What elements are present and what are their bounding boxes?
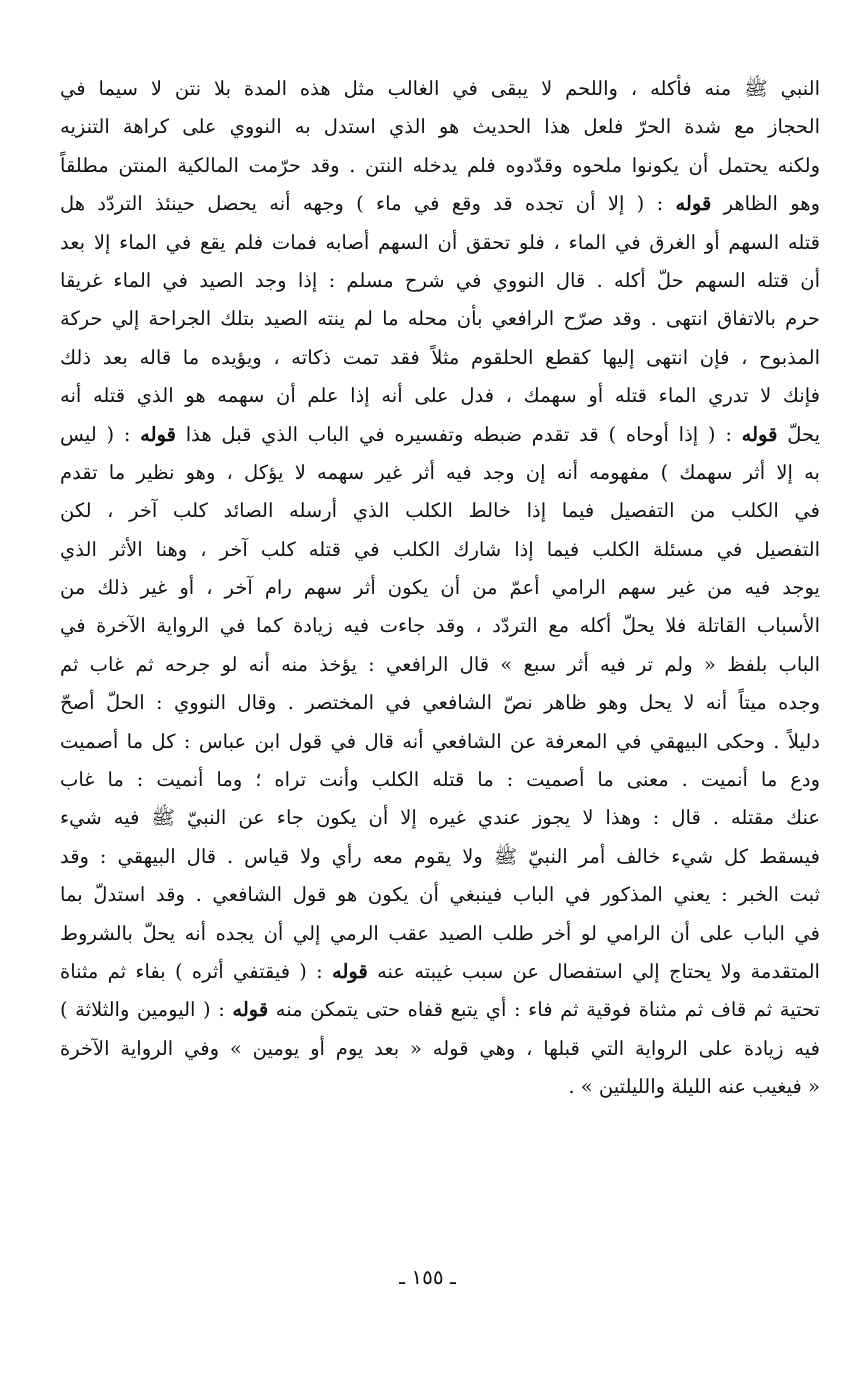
text-line-11: به إلا أثر سهمك ) مفهومه أنه إن وجد فيه أثر غير سهمه لا يؤكل ، وهو نظير ما تقدم	[60, 460, 820, 484]
text-line-10: يحلّ قوله : ( إذا أوحاه ) قد تقدم ضبطه وتفسيره في الباب الذي قبل هذا قوله : ( ليس	[60, 422, 820, 446]
text-line-1: النبي ﷺ منه فأكله ، واللحم لا يبقى في الغالب مثل هذه المدة بلا نتن لا سيما في	[60, 77, 820, 100]
text-line-4: وهو الظاهر قوله : ( إلا أن تجده قد وقع في ماء ) وجهه أنه يحصل حينئذ التردّد هل	[60, 192, 820, 216]
page-number: ـ ١٥٥ ـ	[399, 1265, 456, 1289]
text-line-14: يوجد فيه من غير سهم الرامي أعمّ من أن يكون أثر سهم رام آخر ، أو غير ذلك من	[60, 576, 820, 600]
text-line-13: التفصيل في مسئلة الكلب فيما إذا شارك الكلب في قتله كلب آخر ، وهنا الأثر الذي	[60, 537, 820, 561]
text-line-6: أن قتله السهم حلّ أكله . قال النووي في شرح مسلم : إذا وجد الصيد في الماء غريقا	[60, 268, 820, 292]
text-line-23: في الباب على أن الرامي لو أخر طلب الصيد عقب الرمي إلي أن يجده أنه يحلّ بالشروط	[60, 921, 820, 945]
text-line-8: المذبوح ، فإن انتهى إليها كقطع الحلقوم مثلاً فقد تمت ذكاته ، ويؤيده ما قاله بعد ذلك	[60, 345, 820, 369]
text-line-15: الأسباب القاتلة فلا يحلّ أكله مع التردّد ، وقد جاءت فيه زيادة كما في الرواية الآخرة في	[60, 614, 820, 638]
text-line-17: وجده ميتاً أنه لا يحل وهو ظاهر نصّ الشافعي في المختصر . وقال النووي : الحلّ أصحّ	[60, 691, 820, 715]
text-line-26: فيه زيادة على الرواية التي قبلها ، وهي قوله « بعد يوم أو يومين » وفي الرواية الآخرة	[60, 1036, 820, 1060]
text-line-21: فيسقط كل شيء خالف أمر النبيّ ﷺ ولا يقوم معه رأي ولا قياس . قال البيهقي : وقد	[60, 844, 820, 868]
keyword-qawluhu: قوله	[332, 959, 368, 983]
keyword-qawluhu: قوله	[741, 422, 778, 446]
text-line-25: تحتية ثم قاف ثم مثناة فوقية ثم فاء : أي يتبع قفاه حتى يتمكن منه قوله : ( اليومين والثلاثة )	[60, 998, 820, 1022]
text-line-22: ثبت الخبر : يعني المذكور في الباب فينبغي أن يكون هو قول الشافعي . وقد استدلّ بما	[60, 883, 820, 907]
keyword-qawluhu: قوله	[675, 192, 712, 216]
text-line-5: قتله السهم أو الغرق في الماء ، فلو تحقق أن السهم أصابه فمات فلم يقع في الماء إلا بعد	[60, 230, 820, 254]
text-line-7: حرم بالاتفاق انتهى . وقد صرّح الرافعي بأن محله ما لم ينته الصيد بتلك الجراحة إلي حركة	[60, 307, 820, 331]
keyword-qawluhu: قوله	[140, 422, 176, 446]
text-line-12: في الكلب من التفصيل فيما إذا خالط الكلب الذي أرسله الصائد كلب آخر ، لكن	[60, 499, 820, 523]
text-line-3: ولكنه يحتمل أن يكونوا ملحوه وقدّدوه فلم يدخله النتن . وقد حرّمت المالكية المنتن مطلقاً	[60, 153, 820, 177]
text-line-16: الباب بلفظ « ولم تر فيه أثر سبع » قال الرافعي : يؤخذ منه أنه لو جرحه ثم غاب ثم	[60, 652, 820, 676]
body-text	[60, 70, 820, 1107]
text-line-2: الحجاز مع شدة الحرّ فلعل هذا الحديث هو الذي استدل به النووي على كراهة التنزيه	[60, 115, 820, 139]
text-line-19: ودع ما أنميت . معنى ما أصميت : ما قتله الكلب وأنت تراه ؛ وما أنميت : ما غاب	[60, 768, 820, 792]
text-line-27: « فيغيب عنه الليلة والليلتين » .	[568, 1075, 820, 1099]
text-line-9: فإنك لا تدري الماء قتله أو سهمك ، فدل على أنه إذا علم أن سهمه هو الذي قتله أنه	[60, 384, 820, 408]
text-line-20: عنك مقتله . قال : وهذا لا يجوز عندي غيره إلا أن يكون جاء عن النبيّ ﷺ فيه شيء	[60, 806, 820, 830]
text-line-18: دليلاً . وحكى البيهقي في المعرفة عن الشافعي أنه قال في قول ابن عباس : كل ما أصميت	[60, 729, 820, 753]
text-line-24: المتقدمة ولا يحتاج إلي استفصال عن سبب غيبته عنه قوله : ( فيقتفي أثره ) بفاء ثم مثناة	[60, 959, 820, 983]
keyword-qawluhu: قوله	[232, 998, 269, 1022]
